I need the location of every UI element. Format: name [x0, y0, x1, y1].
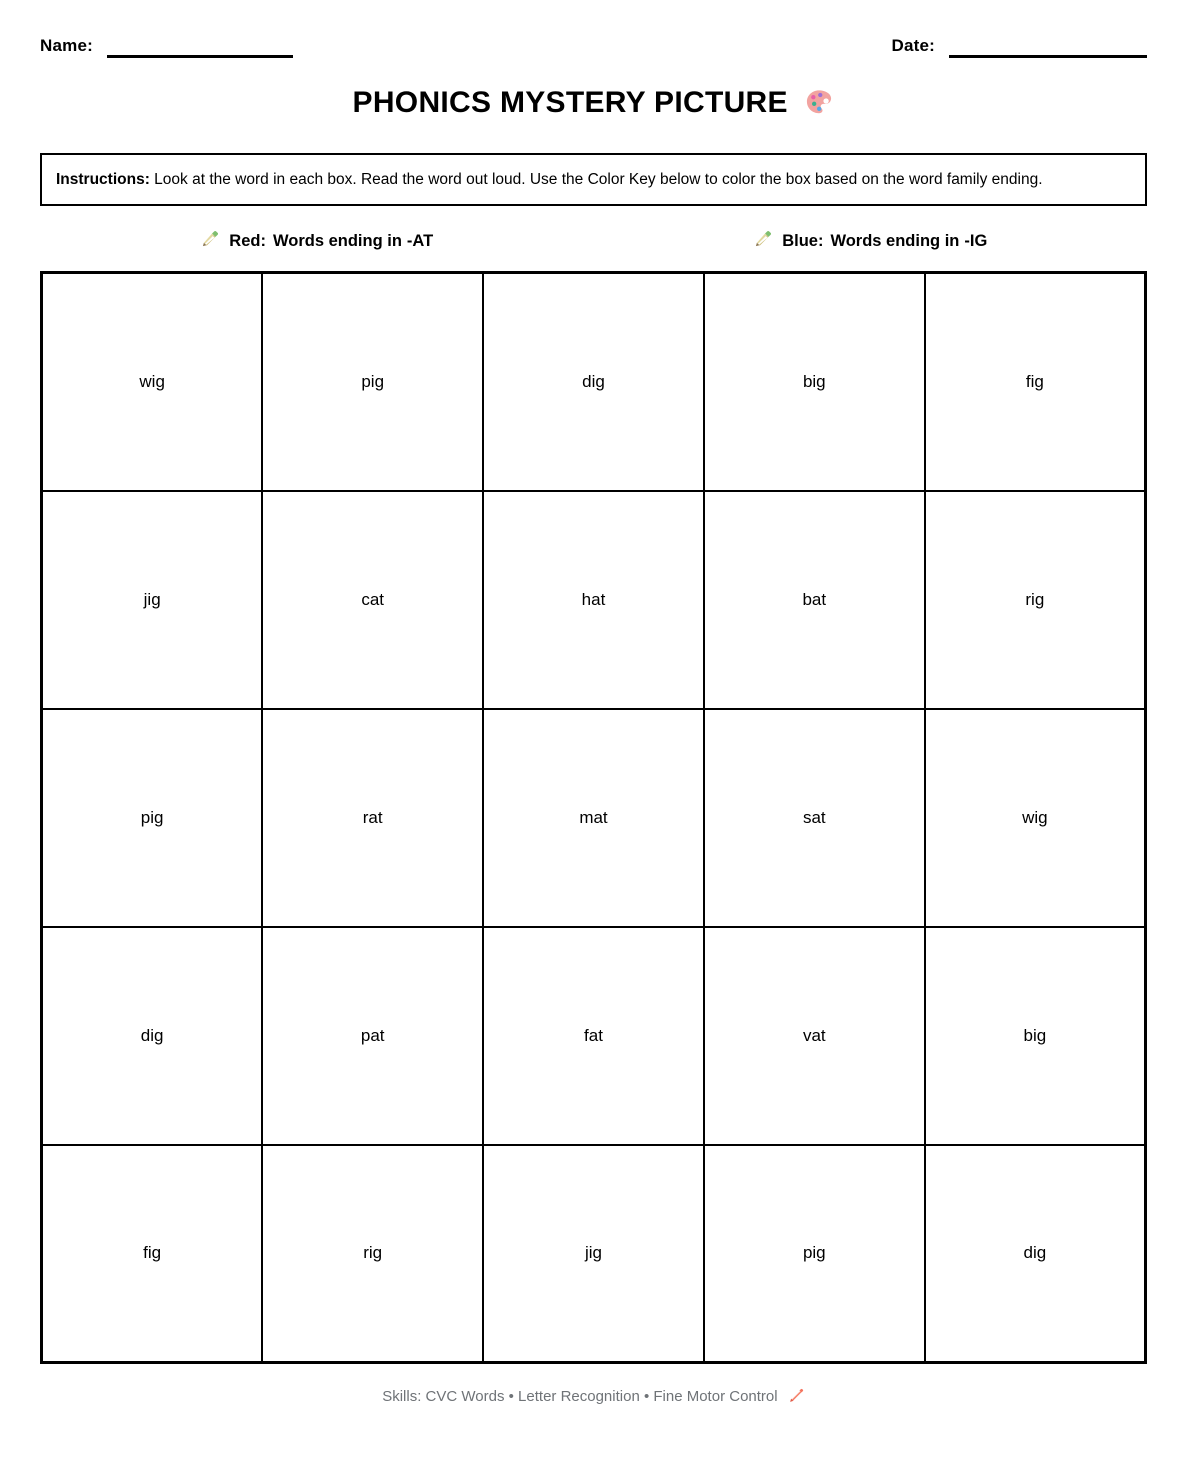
- palette-icon: [796, 86, 834, 119]
- color-key-blue: [594, 229, 1148, 254]
- page-title: [40, 86, 1147, 120]
- grid-cell[interactable]: pig: [262, 273, 483, 491]
- grid-cell[interactable]: fig: [925, 273, 1146, 491]
- grid-cell[interactable]: cat: [262, 491, 483, 709]
- grid-row: [42, 927, 1146, 1145]
- grid-cell[interactable]: mat: [483, 709, 704, 927]
- name-field: [40, 36, 293, 56]
- key-red-text: Words ending in: [272, 232, 402, 250]
- key-red-label: Red:: [229, 232, 266, 250]
- grid-cell[interactable]: bat: [704, 491, 925, 709]
- grid-cell[interactable]: wig: [925, 709, 1146, 927]
- grid-cell[interactable]: big: [704, 273, 925, 491]
- grid-cell[interactable]: sat: [704, 709, 925, 927]
- header: [40, 0, 1147, 56]
- grid-cell[interactable]: fat: [483, 927, 704, 1145]
- grid-cell[interactable]: hat: [483, 491, 704, 709]
- grid-cell[interactable]: dig: [42, 927, 263, 1145]
- grid-cell[interactable]: fig: [42, 1145, 263, 1363]
- color-key: [40, 229, 1147, 254]
- instructions-label: Instructions:: [56, 171, 150, 188]
- footer: [40, 1387, 1147, 1405]
- grid-cell[interactable]: rat: [262, 709, 483, 927]
- grid-cell[interactable]: jig: [483, 1145, 704, 1363]
- key-blue-label: Blue:: [782, 232, 824, 250]
- key-blue-text: Words ending in: [830, 232, 960, 250]
- crayon-icon: [200, 229, 229, 254]
- grid-cell[interactable]: wig: [42, 273, 263, 491]
- crayon-icon: [753, 229, 782, 254]
- crayon-icon: [782, 1388, 805, 1405]
- grid-cell[interactable]: rig: [925, 491, 1146, 709]
- grid-cell[interactable]: pig: [704, 1145, 925, 1363]
- key-blue-suffix: -IG: [964, 232, 988, 250]
- footer-text: Skills: CVC Words • Letter Recognition • Fine Motor Control: [382, 1388, 778, 1405]
- color-key-red: [40, 229, 594, 254]
- grid-row: [42, 491, 1146, 709]
- grid-cell[interactable]: rig: [262, 1145, 483, 1363]
- date-input-line[interactable]: [949, 55, 1147, 58]
- grid-row: [42, 709, 1146, 927]
- grid-cell[interactable]: jig: [42, 491, 263, 709]
- name-label: Name:: [40, 36, 93, 55]
- instructions-text: Look at the word in each box. Read the word out loud. Use the Color Key below to color the box based on the word family ending.: [149, 171, 1043, 188]
- grid-row: [42, 1145, 1146, 1363]
- date-label: Date:: [891, 36, 935, 55]
- page-title-text: PHONICS MYSTERY PICTURE: [352, 86, 788, 119]
- date-field: [891, 36, 1147, 56]
- instructions-box: [40, 153, 1147, 206]
- grid-cell[interactable]: pat: [262, 927, 483, 1145]
- key-red-suffix: -AT: [406, 232, 434, 250]
- grid-cell[interactable]: vat: [704, 927, 925, 1145]
- word-grid: [40, 271, 1147, 1364]
- word-grid-body: [42, 273, 1146, 1363]
- grid-cell[interactable]: big: [925, 927, 1146, 1145]
- name-input-line[interactable]: [107, 55, 293, 58]
- grid-cell[interactable]: dig: [483, 273, 704, 491]
- grid-cell[interactable]: dig: [925, 1145, 1146, 1363]
- grid-row: [42, 273, 1146, 491]
- grid-cell[interactable]: pig: [42, 709, 263, 927]
